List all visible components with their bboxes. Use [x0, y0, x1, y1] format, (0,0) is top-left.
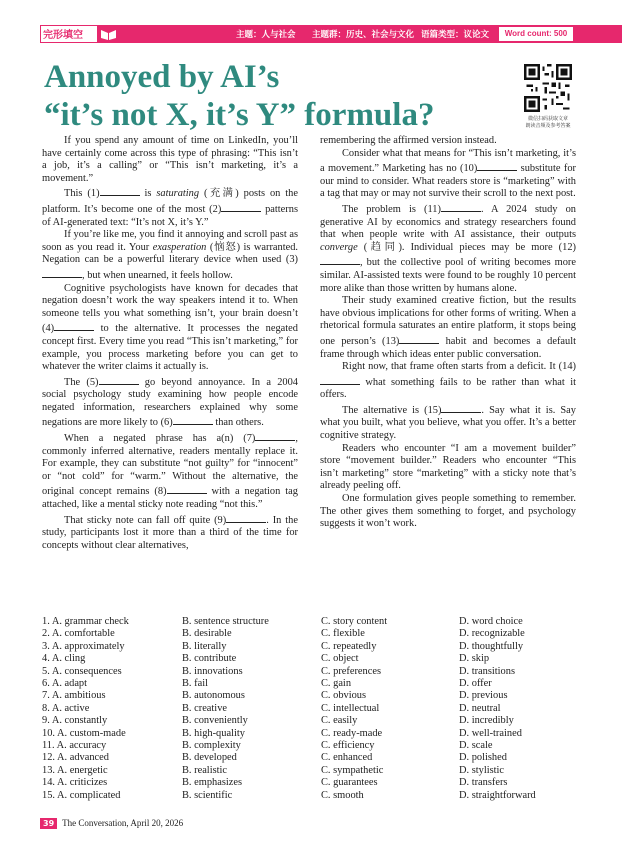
blank-12[interactable] — [320, 254, 360, 265]
option-15-c[interactable]: C. smooth — [321, 789, 364, 801]
theme-label: 主题：人与社会 — [236, 30, 296, 40]
blank-4[interactable] — [54, 320, 94, 331]
article-title — [44, 58, 434, 134]
option-11-c[interactable]: C. efficiency — [321, 740, 375, 752]
option-10-b[interactable]: B. high-quality — [182, 727, 245, 739]
option-9-b[interactable]: B. conveniently — [182, 715, 248, 727]
option-4-d[interactable]: D. skip — [459, 653, 490, 665]
option-8-b[interactable]: B. creative — [182, 702, 228, 714]
option-1-d[interactable]: D. word choice — [459, 616, 523, 627]
option-2-d[interactable]: D. recognizable — [459, 628, 525, 640]
option-11-d[interactable]: D. scale — [459, 740, 493, 752]
blank-10[interactable] — [477, 160, 517, 171]
option-6-b[interactable]: B. fail — [182, 678, 208, 690]
topic-group-label: 主题群：历史、社会与文化 — [312, 30, 415, 40]
qr-caption-line-2: 朗读音频及参考答案 — [525, 123, 571, 129]
paragraph: The problem is (11) . A 2024 study on generative AI by economics and strategy researchers found that when people write with AI assistance, their outputs converge (趋同). Individual pieces may be more (12), but the collective pool of writing becomes more similar. AI-assisted texts were found to be roughly 10 percent more alike than those written by humans alone. — [320, 201, 576, 295]
option-3-d[interactable]: D. thoughtfully — [459, 640, 524, 652]
source-line: The Conversation, April 20, 2026 — [62, 818, 184, 828]
qr-code[interactable] — [524, 64, 572, 112]
paragraph: Right now, that frame often starts from a deficit. It (14) what something fails to be rather than what it offers. — [320, 361, 576, 401]
option-10-d[interactable]: D. well-trained — [459, 727, 522, 739]
option-14-b[interactable]: B. emphasizes — [182, 777, 243, 789]
paragraph: Their study examined creative fiction, but the results have obvious implications for other forms of writing. When a rhetorical formula saturates an entire platform, it stops being one person’s (13) habit and becomes a default frame through which ideas enter public conversation. — [320, 295, 576, 360]
paragraph: When a negated phrase has a(n) (7) , commonly inferred alternative, readers mentally replace it. For example, they can substitute “not guilty” for “innocent” or “not cold” for “warm.” Without the alternative, the original concept remains (8) with a negation tag attached, like a mental sticky note reading “not this.” — [42, 430, 298, 512]
page-number: 39 — [40, 818, 57, 829]
blank-15[interactable] — [441, 402, 481, 413]
option-7-c[interactable]: C. obvious — [321, 690, 367, 702]
option-11-b[interactable]: B. complexity — [182, 740, 241, 752]
paragraph: Consider what that means for “This isn’t marketing, it’s a movement.” Marketing has no (10) substitute for our mind to consider. What readers store is “marketing” with a tag that may or may not survive their scroll to the next post. — [320, 147, 576, 200]
option-10-a[interactable]: 10. A. custom-made — [42, 727, 126, 739]
paragraph: remembering the affirmed version instead. — [320, 135, 497, 146]
blank-6[interactable] — [173, 414, 213, 425]
word-count-badge: Word count: 500 — [499, 27, 573, 41]
paragraph: If you spend any amount of time on LinkedIn, you’ll have certainly come across this type of phrasing: “This isn’t a job, it’s a calling” or “This isn’t marketing, it’s a movement.” — [42, 135, 298, 184]
option-12-a[interactable]: 12. A. advanced — [42, 752, 109, 764]
option-12-d[interactable]: D. polished — [459, 752, 507, 764]
paragraph: That sticky note can fall off quite (9) . In the study, participants lost it more than a third of the time for concepts without clear alternatives, — [42, 512, 298, 553]
qr-caption — [518, 116, 578, 130]
blank-1[interactable] — [100, 185, 140, 196]
paragraph: This (1) is saturating (充满) posts on the platform. It’s become one of the most (2) patterns of AI-generated text: “It’s not X, it’s Y.” — [42, 185, 298, 229]
option-5-b[interactable]: B. innovations — [182, 665, 243, 677]
article-column-left — [42, 135, 298, 552]
option-4-b[interactable]: B. contribute — [182, 653, 237, 665]
options-column-d — [459, 616, 536, 802]
paragraph: The (5) go beyond annoyance. In a 2004 social psychology study examining how people encode negated information, researchers explained why some negations are more likely to (6) than others. — [42, 374, 298, 430]
option-5-a[interactable]: 5. A. consequences — [42, 665, 122, 677]
option-12-c[interactable]: C. enhanced — [321, 752, 373, 764]
option-1-c[interactable]: C. story content — [321, 616, 388, 627]
qr-caption-line-1: 微信扫码获取文章 — [527, 116, 568, 122]
paragraph: Cognitive psychologists have known for decades that negation doesn’t work the way speakers intend it to. When someone tells you what something isn’t, your brain doesn’t (4) to the alternative. It processes the negated concept first. Every time you read “This isn’t marketing,” for example, you process marketing before you can get to whatever the writer claims it actually is. — [42, 282, 298, 373]
option-15-a[interactable]: 15. A. complicated — [42, 789, 121, 801]
blank-9[interactable] — [226, 512, 266, 523]
option-15-d[interactable]: D. straightforward — [459, 789, 536, 801]
option-13-d[interactable]: D. stylistic — [459, 764, 505, 776]
option-5-d[interactable]: D. transitions — [459, 665, 515, 677]
blank-13[interactable] — [399, 333, 439, 344]
option-2-a[interactable]: 2. A. comfortable — [42, 628, 115, 640]
option-14-a[interactable]: 14. A. criticizes — [42, 777, 108, 789]
option-9-d[interactable]: D. incredibly — [459, 715, 514, 727]
blank-2[interactable] — [221, 201, 261, 212]
option-8-c[interactable]: C. intellectual — [321, 702, 380, 714]
option-8-a[interactable]: 8. A. active — [42, 702, 90, 714]
genre-label: 语篇类型：议论文 — [421, 30, 490, 40]
option-6-a[interactable]: 6. A. adapt — [42, 678, 88, 690]
blank-3[interactable] — [42, 267, 82, 278]
option-13-b[interactable]: B. realistic — [182, 764, 228, 776]
paragraph: One formulation gives people something to remember. The other gives them something to forget, and psychology suggests it won’t work. — [320, 493, 576, 530]
blank-8[interactable] — [167, 483, 207, 494]
option-14-c[interactable]: C. guarantees — [321, 777, 378, 789]
blank-11[interactable] — [441, 201, 481, 212]
option-5-c[interactable]: C. preferences — [321, 665, 381, 677]
option-12-b[interactable]: B. developed — [182, 752, 237, 764]
options-column-b — [182, 616, 269, 802]
option-3-c[interactable]: C. repeatedly — [321, 640, 377, 652]
option-9-c[interactable]: C. easily — [321, 715, 358, 727]
option-11-a[interactable]: 11. A. accuracy — [42, 740, 107, 752]
option-13-a[interactable]: 13. A. energetic — [42, 764, 108, 776]
option-15-b[interactable]: B. scientific — [182, 789, 233, 801]
title-line-2: “it’s not X, it’s Y” formula? — [44, 97, 435, 133]
option-8-d[interactable]: D. neutral — [459, 702, 501, 714]
article-column-right — [320, 135, 576, 531]
options-column-c — [321, 616, 387, 802]
option-14-d[interactable]: D. transfers — [459, 777, 508, 789]
title-line-1: Annoyed by AI’s — [44, 59, 280, 95]
option-6-d[interactable]: D. offer — [459, 678, 492, 690]
option-4-c[interactable]: C. object — [321, 653, 359, 665]
option-2-c[interactable]: C. flexible — [321, 628, 365, 640]
option-7-d[interactable]: D. previous — [459, 690, 508, 702]
section-tag: 完形填空 — [43, 30, 83, 41]
paragraph: If you’re like me, you find it annoying and scroll past as soon as you read it. Your exasperation (恼怒) is warranted. Negation can be a powerful literary device when used (3), but when unearned, it feels hollow. — [42, 229, 299, 281]
option-3-b[interactable]: B. literally — [182, 640, 227, 652]
option-10-c[interactable]: C. ready-made — [321, 727, 383, 739]
option-4-a[interactable]: 4. A. cling — [42, 653, 86, 665]
header-bar — [0, 0, 635, 46]
blank-7[interactable] — [255, 430, 295, 441]
blank-14[interactable] — [320, 374, 360, 385]
option-6-c[interactable]: C. gain — [321, 678, 352, 690]
page-footer — [40, 818, 183, 829]
option-1-a[interactable]: 1. A. grammar check — [42, 616, 129, 627]
option-2-b[interactable]: B. desirable — [182, 628, 232, 640]
option-1-b[interactable]: B. sentence structure — [182, 616, 269, 627]
option-7-a[interactable]: 7. A. ambitious — [42, 690, 106, 702]
book-icon — [98, 25, 120, 43]
option-3-a[interactable]: 3. A. approximately — [42, 640, 125, 652]
blank-5[interactable] — [99, 374, 139, 385]
paragraph: Readers who encounter “I am a movement builder” store “movement builder.” Readers who encounter “This isn’t marketing” store “marketing” with a sticky note that’s already peeling off. — [320, 442, 576, 492]
option-7-b[interactable]: B. autonomous — [182, 690, 245, 702]
option-9-a[interactable]: 9. A. constantly — [42, 715, 108, 727]
options-column-a — [42, 616, 129, 802]
option-13-c[interactable]: C. sympathetic — [321, 764, 384, 776]
paragraph: The alternative is (15) . Say what it is. Say what you built, what you believe, what you offer. It’s a better cognitive strategy. — [320, 402, 576, 443]
